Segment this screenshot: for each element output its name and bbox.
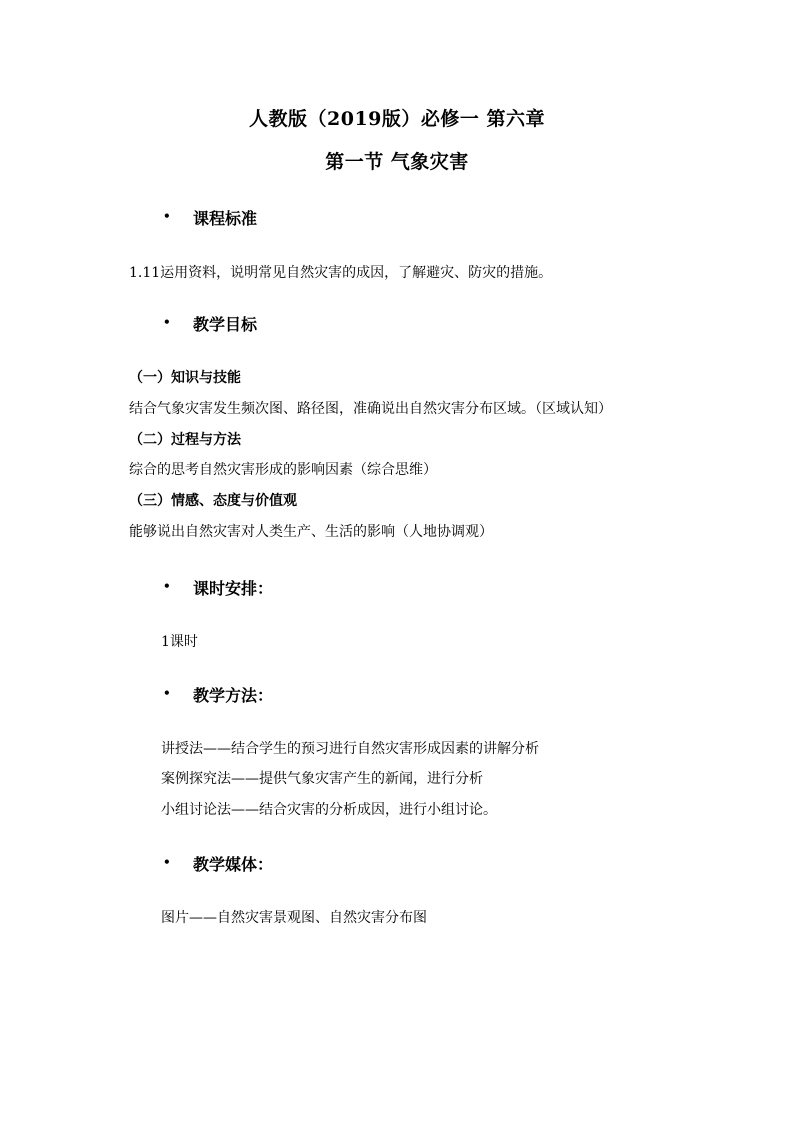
bullet-icon: • — [163, 209, 171, 223]
media-text: 图片——自然灾害景观图、自然灾害分布图 — [161, 910, 427, 926]
objective-text-knowledge: 结合气象灾害发生频次图、路径图，准确说出自然灾害分布区域。（区域认知） — [129, 401, 612, 417]
objective-text-process: 综合的思考自然灾害形成的影响因素（综合思维） — [129, 462, 437, 478]
bullet-icon: • — [163, 315, 171, 329]
method-item: 讲授法——结合学生的预习进行自然灾害形成因素的讲解分析 — [161, 741, 539, 757]
bullet-icon: • — [163, 855, 171, 869]
objective-label-knowledge: （一）知识与技能 — [129, 370, 241, 386]
bullet-icon: • — [163, 686, 171, 700]
objective-label-process: （二）过程与方法 — [129, 432, 241, 448]
section-title: 第一节 气象灾害 — [325, 151, 469, 173]
objective-label-attitude: （三）情感、态度与价值观 — [129, 493, 297, 509]
schedule-text: 1课时 — [161, 634, 198, 650]
document-title: 人教版（2019版）必修一 第六章 — [249, 108, 545, 130]
method-item: 案例探究法——提供气象灾害产生的新闻，进行分析 — [161, 771, 483, 787]
curriculum-standard-text: 1.11运用资料，说明常见自然灾害的成因，了解避灾、防灾的措施。 — [129, 265, 553, 281]
method-item: 小组讨论法——结合灾害的分析成因，进行小组讨论。 — [161, 802, 497, 818]
bullet-icon: • — [163, 579, 171, 593]
objective-text-attitude: 能够说出自然灾害对人类生产、生活的影响（人地协调观） — [129, 524, 493, 540]
